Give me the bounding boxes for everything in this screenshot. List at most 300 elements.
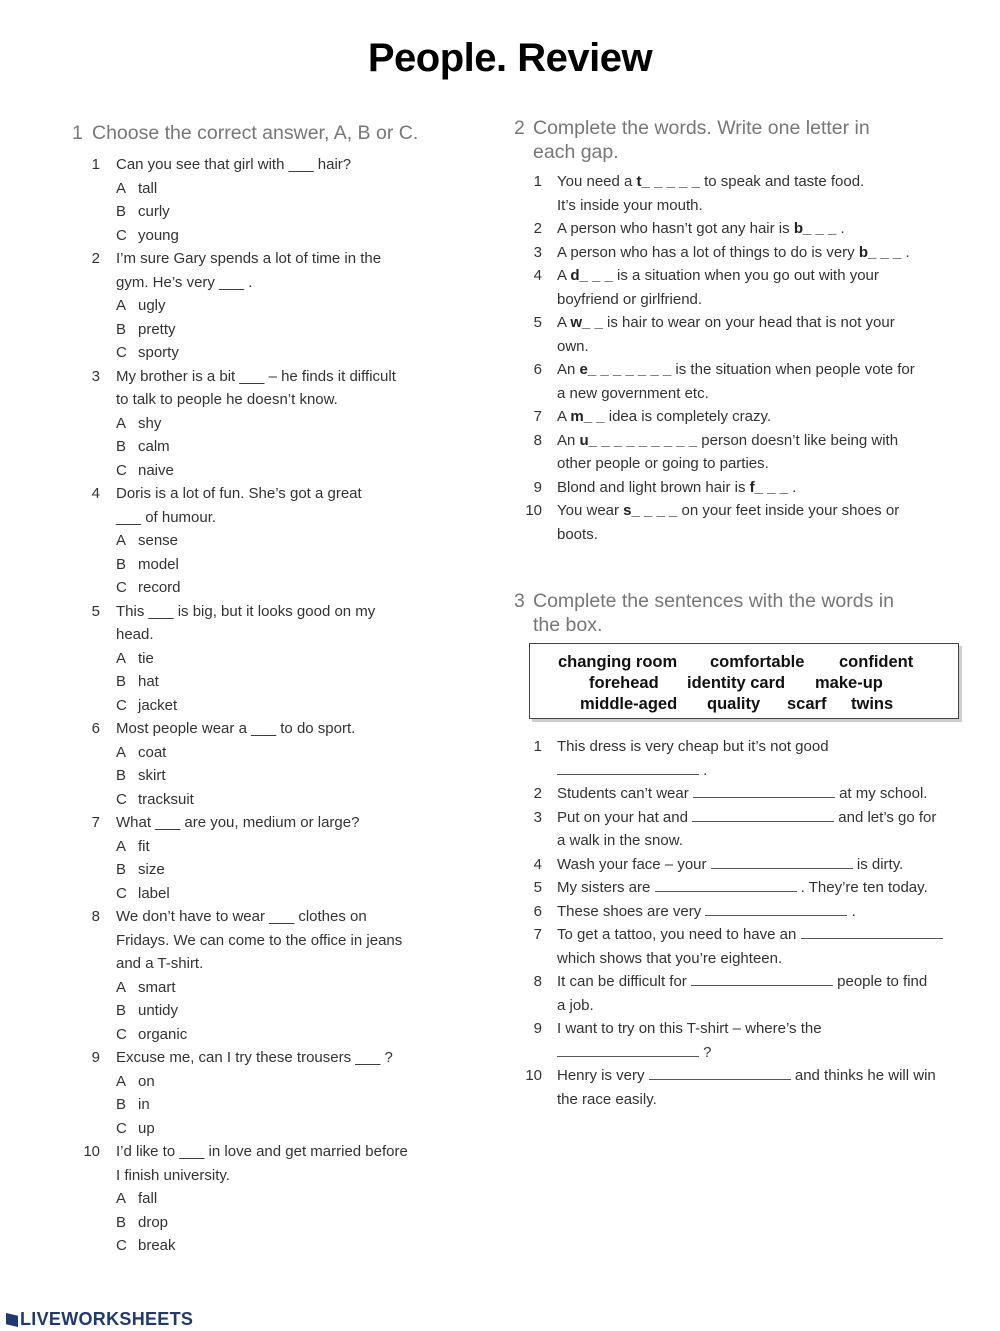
- question-text: Excuse me, can I try these trousers ___ ?: [116, 1049, 393, 1066]
- section-2-heading-line: each gap.: [533, 141, 619, 163]
- sentence-text: is dirty.: [852, 855, 904, 873]
- gap-line: [514, 194, 984, 218]
- word-box-item: middle-aged: [580, 695, 678, 713]
- option-letter: C: [116, 344, 127, 361]
- word-gap[interactable]: m_ _: [570, 408, 605, 425]
- gap-line: [514, 264, 984, 288]
- sentence-line: [514, 1064, 984, 1088]
- sentence-text: Wash your face – your: [557, 855, 711, 873]
- gap-text: on your feet inside your shoes or: [677, 502, 900, 519]
- sentence-item: [514, 900, 984, 924]
- option-text: naive: [138, 461, 174, 479]
- question-item: [72, 365, 472, 483]
- word-gap[interactable]: t_ _ _ _ _: [636, 173, 700, 190]
- gap-text: boots.: [557, 525, 598, 543]
- section-3-number: 3: [514, 590, 525, 612]
- item-number: 2: [533, 785, 542, 802]
- gap-text: idea is completely crazy.: [604, 408, 772, 425]
- answer-option[interactable]: [72, 224, 472, 248]
- option-text: fit: [138, 837, 150, 855]
- gap-text: You wear: [557, 502, 624, 519]
- question-item: [72, 600, 472, 718]
- gap-text: A: [557, 408, 571, 425]
- question-text: I’d like to ___ in love and get married before: [116, 1143, 408, 1160]
- section-2-heading: [514, 116, 984, 164]
- answer-option[interactable]: [72, 1093, 472, 1117]
- item-number: 4: [533, 267, 542, 284]
- gap-text: A: [557, 267, 571, 284]
- question-text: Fridays. We can come to the office in jeans: [116, 931, 403, 949]
- sentence-line: [514, 923, 984, 947]
- sentence-item: [514, 806, 984, 853]
- option-letter: C: [116, 884, 127, 902]
- answer-option[interactable]: [72, 318, 472, 342]
- option-letter: B: [116, 1213, 127, 1231]
- gap-line: [514, 476, 984, 500]
- sentence-text: which shows that you’re eighteen.: [557, 949, 783, 967]
- question-line: [72, 247, 472, 271]
- option-letter: A: [116, 743, 127, 761]
- gap-item: [514, 429, 984, 476]
- answer-option[interactable]: [72, 529, 472, 553]
- item-number: 1: [533, 173, 542, 190]
- option-text: tie: [138, 649, 154, 667]
- sentence-text: .: [699, 761, 708, 779]
- word-gap[interactable]: b_ _ _: [858, 243, 902, 261]
- answer-option[interactable]: [72, 835, 472, 859]
- option-text: size: [138, 861, 165, 878]
- question-number: 7: [91, 814, 100, 831]
- sentence-line: [514, 735, 984, 759]
- section-3: [514, 589, 984, 637]
- sentence-line: [514, 853, 984, 877]
- sentence-text: This dress is very cheap but it’s not good: [557, 738, 829, 755]
- word-gap[interactable]: w_ _: [570, 314, 603, 331]
- question-line: [72, 271, 472, 295]
- option-text: smart: [138, 978, 176, 996]
- question-item: [72, 905, 472, 1046]
- answer-option[interactable]: [72, 999, 472, 1023]
- item-number: 1: [533, 738, 542, 755]
- item-number: 3: [533, 243, 542, 261]
- word-gap[interactable]: s_ _ _ _: [623, 502, 678, 519]
- answer-option[interactable]: [72, 576, 472, 600]
- question-item: [72, 153, 472, 247]
- answer-blank[interactable]: [692, 806, 834, 822]
- item-number: 7: [533, 408, 542, 425]
- option-letter: A: [116, 837, 127, 855]
- word-box-item: quality: [707, 695, 761, 713]
- page-title: People. Review: [367, 36, 653, 80]
- option-text: coat: [138, 743, 167, 761]
- word-gap[interactable]: b_ _ _: [793, 220, 837, 237]
- sentence-line: [514, 829, 984, 853]
- gap-line: [514, 170, 984, 194]
- section-3-list: [514, 735, 984, 1111]
- sentence-text: people to find: [832, 973, 928, 990]
- option-text: untidy: [138, 1002, 179, 1019]
- sentence-text: Students can’t wear: [557, 785, 693, 802]
- gap-text: other people or going to parties.: [557, 455, 769, 472]
- question-line: [72, 482, 472, 506]
- answer-option[interactable]: [72, 341, 472, 365]
- option-text: ugly: [138, 297, 166, 314]
- sentence-text: My sisters are: [557, 879, 655, 896]
- option-letter: A: [116, 978, 127, 996]
- question-text: gym. He’s very ___ .: [116, 273, 253, 291]
- item-number: 3: [533, 808, 542, 826]
- gap-text: a new government etc.: [557, 384, 709, 402]
- item-number: 7: [533, 926, 542, 943]
- question-line: [72, 1046, 472, 1070]
- word-gap[interactable]: f_ _ _: [749, 478, 788, 496]
- answer-blank[interactable]: [691, 970, 833, 986]
- question-number: 1: [91, 156, 100, 173]
- gap-item: [514, 217, 984, 241]
- question-item: [72, 1046, 472, 1140]
- answer-option[interactable]: [72, 1211, 472, 1235]
- answer-option[interactable]: [72, 1023, 472, 1047]
- option-letter: B: [116, 438, 127, 455]
- answer-option[interactable]: [72, 976, 472, 1000]
- answer-option[interactable]: [72, 412, 472, 436]
- sentence-line: [514, 806, 984, 830]
- item-number: 6: [533, 361, 542, 378]
- word-box-item: identity card: [687, 674, 786, 692]
- sentence-text: . They’re ten today.: [796, 879, 928, 896]
- sentence-line: [514, 782, 984, 806]
- question-text: and a T-shirt.: [116, 955, 204, 972]
- item-number: 10: [525, 502, 542, 519]
- gap-line: [514, 241, 984, 265]
- question-line: [72, 1140, 472, 1164]
- gap-line: [514, 288, 984, 312]
- question-text: ___ of humour.: [116, 508, 217, 526]
- answer-option[interactable]: [72, 294, 472, 318]
- gap-item: [514, 170, 984, 217]
- option-letter: B: [116, 767, 127, 784]
- option-text: shy: [138, 414, 162, 432]
- option-text: tracksuit: [138, 790, 194, 808]
- option-text: organic: [138, 1025, 188, 1043]
- sentence-item: [514, 1017, 984, 1064]
- question-number: 2: [91, 250, 100, 267]
- gap-text: .: [901, 243, 910, 261]
- section-1: [72, 121, 472, 1258]
- option-letter: A: [116, 179, 127, 197]
- word-gap[interactable]: d_ _ _: [570, 267, 613, 284]
- answer-blank[interactable]: [557, 1041, 699, 1057]
- item-number: 4: [533, 855, 542, 873]
- gap-text: own.: [557, 337, 589, 355]
- option-text: pretty: [138, 320, 176, 338]
- gap-text: is a situation when you go out with your: [612, 267, 879, 284]
- section-3-heading-line: Complete the sentences with the words in: [533, 590, 894, 612]
- sentence-text: a walk in the snow.: [557, 832, 683, 849]
- question-text: I finish university.: [116, 1166, 230, 1184]
- gap-item: [514, 405, 984, 429]
- option-text: jacket: [138, 696, 178, 714]
- answer-blank[interactable]: [711, 853, 853, 869]
- answer-option[interactable]: [72, 858, 472, 882]
- section-3-heading: [514, 589, 984, 637]
- gap-item: [514, 358, 984, 405]
- section-3-heading-line: the box.: [533, 614, 603, 636]
- answer-option[interactable]: [72, 553, 472, 577]
- gap-text: boyfriend or girlfriend.: [557, 290, 703, 308]
- answer-blank[interactable]: [693, 782, 835, 798]
- footer-brand-text: LIVEWORKSHEETS: [20, 1309, 194, 1329]
- sentence-item: [514, 853, 984, 877]
- gap-line: [514, 499, 984, 523]
- question-text: We don’t have to wear ___ clothes on: [116, 908, 367, 925]
- answer-blank[interactable]: [655, 876, 797, 892]
- question-item: [72, 247, 472, 365]
- answer-option[interactable]: [72, 1070, 472, 1094]
- item-number: 5: [533, 879, 542, 896]
- answer-option[interactable]: [72, 741, 472, 765]
- option-letter: C: [116, 1237, 127, 1254]
- sentence-line: [514, 970, 984, 994]
- gap-item: [514, 476, 984, 500]
- question-number: 3: [91, 367, 100, 385]
- gap-item: [514, 311, 984, 358]
- gap-text: A person who hasn’t got any hair is: [557, 220, 794, 237]
- gap-text: .: [836, 220, 845, 237]
- question-line: [72, 623, 472, 647]
- word-box-item: twins: [851, 695, 894, 713]
- gap-line: [514, 523, 984, 547]
- option-text: skirt: [138, 767, 166, 784]
- sentence-item: [514, 782, 984, 806]
- option-text: record: [138, 579, 181, 596]
- gap-item: [514, 264, 984, 311]
- answer-option[interactable]: [72, 788, 472, 812]
- gap-item: [514, 241, 984, 265]
- gap-text: A person who has a lot of things to do is very: [557, 243, 859, 261]
- gap-line: [514, 335, 984, 359]
- option-text: sporty: [138, 344, 179, 361]
- option-letter: C: [116, 790, 127, 808]
- option-letter: B: [116, 203, 127, 220]
- question-number: 10: [83, 1143, 100, 1160]
- option-text: curly: [138, 203, 170, 220]
- option-letter: A: [116, 532, 127, 549]
- question-line: [72, 929, 472, 953]
- question-text: I’m sure Gary spends a lot of time in the: [116, 250, 382, 267]
- question-item: [72, 717, 472, 811]
- question-line: [72, 1164, 472, 1188]
- question-line: [72, 717, 472, 741]
- question-text: What ___ are you, medium or large?: [116, 814, 360, 831]
- sentence-line: [514, 947, 984, 971]
- gap-text: You need a: [557, 173, 637, 190]
- section-1-heading-text: Choose the correct answer, A, B or C.: [92, 122, 419, 144]
- gap-line: [514, 382, 984, 406]
- option-text: label: [138, 884, 170, 902]
- question-line: [72, 506, 472, 530]
- sentence-item: [514, 735, 984, 782]
- sentence-text: To get a tattoo, you need to have an: [557, 926, 801, 943]
- option-letter: C: [116, 579, 127, 596]
- option-letter: C: [116, 1119, 127, 1137]
- section-2: [514, 116, 984, 546]
- question-text: Most people wear a ___ to do sport.: [116, 720, 356, 737]
- answer-option[interactable]: [72, 647, 472, 671]
- question-line: [72, 388, 472, 412]
- sentence-text: I want to try on this T-shirt – where’s the: [557, 1020, 822, 1037]
- question-item: [72, 482, 472, 600]
- item-number: 8: [533, 973, 542, 990]
- question-number: 8: [91, 908, 100, 925]
- option-text: sense: [138, 532, 179, 549]
- gap-text: .: [787, 478, 797, 496]
- option-letter: B: [116, 861, 127, 878]
- question-text: to talk to people he doesn’t know.: [116, 391, 338, 408]
- gap-line: [514, 217, 984, 241]
- sentence-text: and thinks he will win: [790, 1067, 936, 1084]
- option-text: on: [138, 1072, 155, 1090]
- answer-option[interactable]: [72, 670, 472, 694]
- question-number: 6: [91, 720, 100, 737]
- item-number: 6: [533, 902, 542, 920]
- word-box-item: confident: [839, 653, 914, 671]
- gap-line: [514, 311, 984, 335]
- question-item: [72, 811, 472, 905]
- question-line: [72, 811, 472, 835]
- gap-line: [514, 452, 984, 476]
- sentence-text: These shoes are very: [557, 902, 706, 920]
- answer-blank[interactable]: [557, 759, 699, 775]
- option-letter: B: [116, 320, 127, 338]
- question-line: [72, 365, 472, 389]
- option-text: in: [138, 1096, 150, 1113]
- sentence-item: [514, 876, 984, 900]
- option-letter: C: [116, 1025, 127, 1043]
- question-number: 9: [91, 1049, 100, 1066]
- word-box-item: changing room: [558, 653, 678, 671]
- option-letter: C: [116, 696, 127, 714]
- item-number: 8: [533, 431, 542, 449]
- option-letter: A: [116, 649, 127, 667]
- question-text: head.: [116, 626, 154, 643]
- sentence-item: [514, 923, 984, 970]
- gap-line: [514, 358, 984, 382]
- sentence-text: .: [847, 902, 856, 920]
- sentence-text: Henry is very: [557, 1067, 649, 1084]
- answer-option[interactable]: [72, 1117, 472, 1141]
- sentence-line: [514, 1041, 984, 1065]
- answer-blank[interactable]: [649, 1064, 791, 1080]
- gap-line: [514, 405, 984, 429]
- item-number: 9: [533, 1020, 542, 1037]
- question-text: Doris is a lot of fun. She’s got a great: [116, 485, 362, 502]
- option-text: fall: [138, 1190, 158, 1207]
- sentence-text: ?: [699, 1043, 712, 1061]
- item-number: 10: [525, 1067, 542, 1084]
- answer-option[interactable]: [72, 435, 472, 459]
- option-text: drop: [138, 1213, 169, 1231]
- gap-text: An: [557, 361, 580, 378]
- option-letter: C: [116, 461, 127, 479]
- answer-option[interactable]: [72, 1187, 472, 1211]
- sentence-line: [514, 1017, 984, 1041]
- option-text: hat: [138, 673, 159, 690]
- question-item: [72, 1140, 472, 1258]
- option-text: model: [138, 555, 179, 573]
- option-letter: B: [116, 1096, 127, 1113]
- sentence-text: at my school.: [834, 785, 928, 802]
- item-number: 2: [533, 220, 542, 237]
- answer-option[interactable]: [72, 177, 472, 201]
- answer-option[interactable]: [72, 882, 472, 906]
- sentence-line: [514, 900, 984, 924]
- question-text: My brother is a bit ___ – he finds it difficult: [116, 367, 396, 385]
- option-letter: C: [116, 226, 127, 244]
- question-text: This ___ is big, but it looks good on my: [116, 602, 376, 620]
- answer-option[interactable]: [72, 764, 472, 788]
- sentence-text: Put on your hat and: [557, 808, 693, 826]
- sentence-line: [514, 994, 984, 1018]
- sentence-item: [514, 1064, 984, 1111]
- word-box-item: scarf: [787, 695, 827, 713]
- answer-blank[interactable]: [705, 900, 847, 916]
- option-letter: A: [116, 297, 127, 314]
- sentence-text: a job.: [557, 996, 594, 1014]
- sentence-text: It can be difficult for: [557, 973, 691, 990]
- gap-text: A: [557, 314, 571, 331]
- option-letter: A: [116, 414, 127, 432]
- item-number: 5: [533, 314, 542, 331]
- option-letter: B: [116, 1002, 127, 1019]
- option-letter: B: [116, 673, 127, 690]
- option-text: calm: [138, 438, 170, 455]
- word-box-item: make-up: [815, 674, 883, 692]
- sentence-line: [514, 876, 984, 900]
- question-line: [72, 952, 472, 976]
- question-line: [72, 600, 472, 624]
- option-letter: A: [116, 1190, 127, 1207]
- word-gap[interactable]: u_ _ _ _ _ _ _ _ _: [579, 431, 698, 449]
- word-box-item: forehead: [589, 674, 659, 692]
- word-gap[interactable]: e_ _ _ _ _ _ _: [579, 361, 672, 378]
- gap-text: Blond and light brown hair is: [557, 478, 750, 496]
- option-letter: B: [116, 555, 127, 573]
- word-box: [529, 643, 959, 719]
- answer-option[interactable]: [72, 459, 472, 483]
- footer-brand: [6, 1309, 193, 1330]
- answer-option[interactable]: [72, 200, 472, 224]
- section-1-heading: [72, 121, 472, 147]
- question-line: [72, 905, 472, 929]
- answer-option[interactable]: [72, 1234, 472, 1258]
- answer-blank[interactable]: [801, 923, 943, 939]
- option-text: up: [138, 1119, 155, 1137]
- question-line: [72, 153, 472, 177]
- question-text: Can you see that girl with ___ hair?: [116, 156, 352, 173]
- gap-text: An: [557, 431, 580, 449]
- question-number: 5: [91, 602, 100, 620]
- sentence-text: and let’s go for: [834, 808, 937, 826]
- section-1-number: 1: [72, 122, 83, 144]
- sentence-line: [514, 759, 984, 783]
- sentence-line: [514, 1088, 984, 1112]
- answer-option[interactable]: [72, 694, 472, 718]
- gap-text: to speak and taste food.: [699, 173, 865, 190]
- option-text: break: [138, 1237, 176, 1254]
- section-2-heading-line: Complete the words. Write one letter in: [533, 117, 870, 139]
- liveworksheets-logo-icon: [6, 1313, 18, 1327]
